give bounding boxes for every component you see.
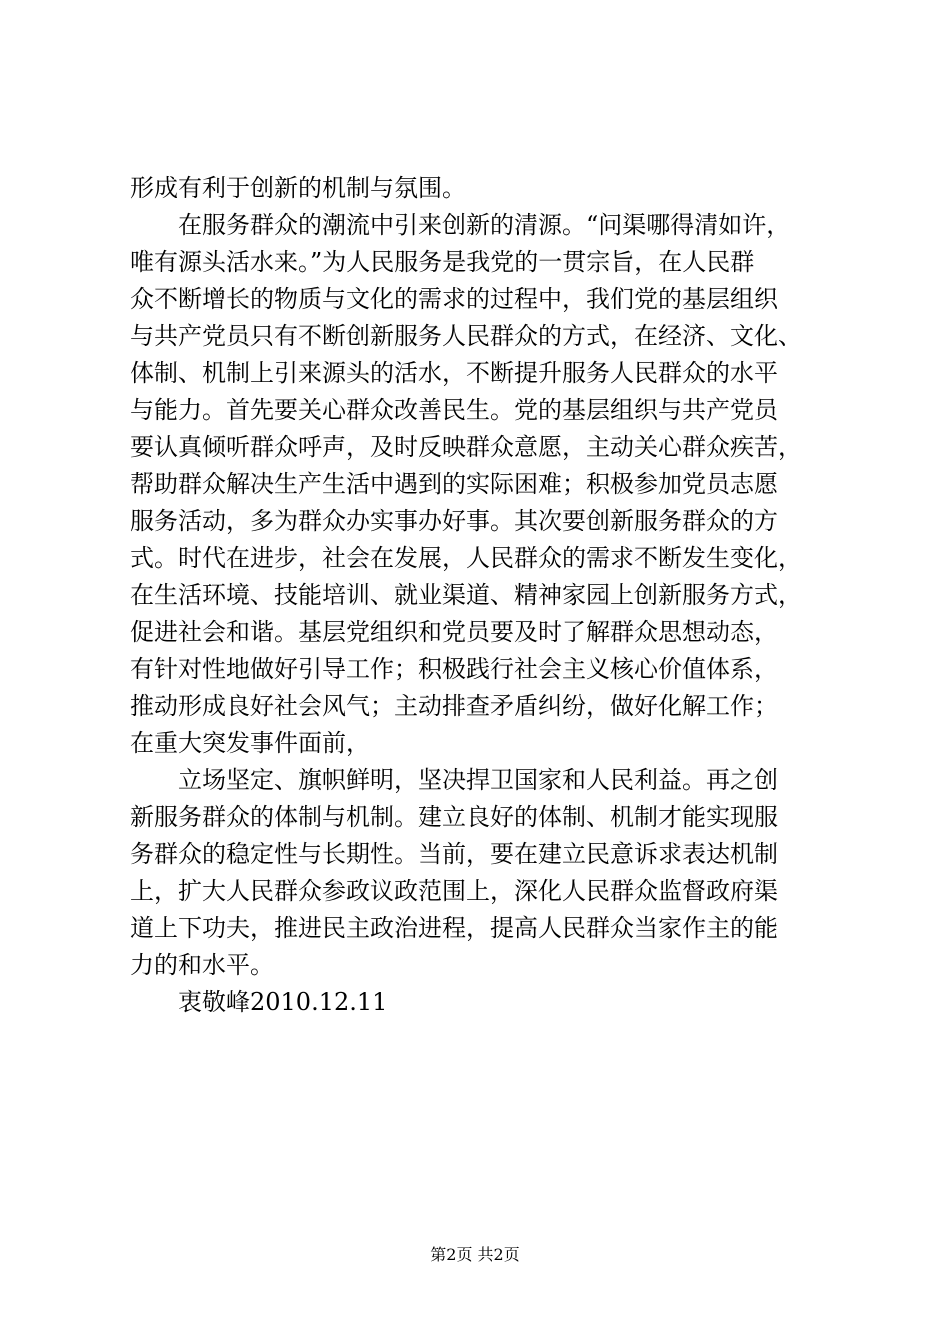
text-line: 服务活动，多为群众办实事办好事。其次要创新服务群众的方 [130, 507, 778, 535]
text-line: 在重大突发事件面前， [130, 729, 370, 757]
text-line: 唯有源头活水来。”为人民服务是我党的一贯宗旨，在人民群 [130, 248, 755, 276]
text-line: 帮助群众解决生产生活中遇到的实际困难；积极参加党员志愿 [130, 470, 778, 498]
text-line: 与共产党员只有不断创新服务人民群众的方式，在经济、文化、 [130, 322, 802, 350]
text-line: 新服务群众的体制与机制。建立良好的体制、机制才能实现服 [130, 803, 778, 831]
text-line: 有针对性地做好引导工作；积极践行社会主义核心价值体系， [130, 655, 778, 683]
text-line: 力的和水平。 [130, 951, 274, 979]
text-line: 在生活环境、技能培训、就业渠道、精神家园上创新服务方式， [130, 581, 802, 609]
text-line: 式。时代在进步，社会在发展，人民群众的需求不断发生变化， [130, 544, 802, 572]
text-line: 形成有利于创新的机制与氛围。 [130, 174, 466, 202]
text-line: 要认真倾听群众呼声，及时反映群众意愿，主动关心群众疾苦， [130, 433, 802, 461]
signature-line: 衷敬峰2010.12.11 [130, 988, 388, 1016]
page-number-footer: 第2页 共2页 [430, 1245, 520, 1264]
text-line: 道上下功夫，推进民主政治进程，提高人民群众当家作主的能 [130, 914, 778, 942]
document-body [130, 170, 830, 1021]
text-line: 务群众的稳定性与长期性。当前，要在建立民意诉求表达机制 [130, 840, 778, 868]
text-line: 体制、机制上引来源头的活水，不断提升服务人民群众的水平 [130, 359, 778, 387]
text-line: 上，扩大人民群众参政议政范围上，深化人民群众监督政府渠 [130, 877, 778, 905]
text-line: 众不断增长的物质与文化的需求的过程中，我们党的基层组织 [130, 285, 778, 313]
text-line: 立场坚定、旗帜鲜明，坚决捍卫国家和人民利益。再之创 [130, 766, 778, 794]
text-line: 推动形成良好社会风气；主动排查矛盾纠纷，做好化解工作； [130, 692, 778, 720]
text-line: 与能力。首先要关心群众改善民生。党的基层组织与共产党员 [130, 396, 778, 424]
text-line: 促进社会和谐。基层党组织和党员要及时了解群众思想动态， [130, 618, 778, 646]
text-line: 在服务群众的潮流中引来创新的清源。“问渠哪得清如许， [130, 211, 791, 239]
